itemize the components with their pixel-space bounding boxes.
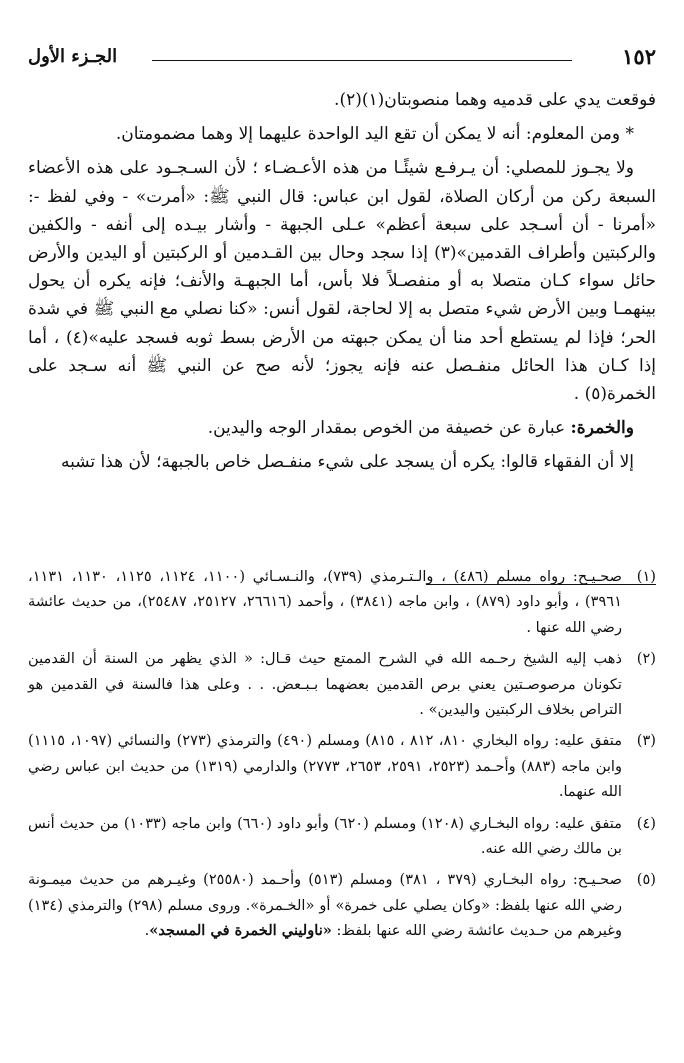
- footnote-text: صحـيـح: رواه مسلم (٤٨٦) ، والـتـرمذي (٧٣٩)، والنـسـائي (١١٠٠، ١١٢٤، ١١٢٥، ١١٣٠، ١١٣١، ٣٩٦١) ، وأبو داود (٨٧٩) ، وابن ماجه (٣٨٤١) ، وأحمد (٢٦٦١٦، ٢٥١٢٧، ٢٥٤٨٧)، من حديث عائشة رضي الله عنها .: [28, 568, 623, 636]
- footnote-text: متفق عليه: رواه البخاري ٨١٠، ٨١٢ ، ٨١٥) ومسلم (٤٩٠) والترمذي (٢٧٣) والنسائي (١٠٩٧، ١١١٥) وابن ماجه (٨٨٣) وأحـمد (٢٥٢٣، ٢٥٩١، ٢٦٥٣، ٢٧٧٣) والدارمي (١٣١٩) من حديث ابن عباس رضي الله عنهما.: [28, 732, 623, 801]
- page-header: [28, 44, 656, 72]
- paragraph: ولا يجـوز للمصلي: أن يـرفـع شيئًـا من هذه الأعـضـاء ؛ لأن السـجـود على هذه الأعضاء السبعة ركن من أركان الصلاة، لقول ابن عباس: قال النبي ﷺ: «أمرت» - وفي لفظ -: «أمرنا - أن أسـجد على سبعة أعظم» عـلى الجبهة - وأشار بيـده إلى أنفه - والكفين والركبتين وأطراف القدمين»(٣) إذا سجد وحال بين القـدمين أو الركبتين أو اليدين والأرض حائل سواء كـان متصلا به أو منفصـلاً فلا بأس، أما الجبهـة والأنف؛ فإنه يكره أن يحول بينهمـا وبين الأرض شيء متصل به إلا لحاجة، لقول أنس: «كنا نصلي مع النبي ﷺ في شدة الحر؛ فإذا لم يستطع أحد منا أن يمكن جبهته من الأرض بسط ثوبه فسجد عليه»(٤) ، أما إذا كـان هذا الحائل منفـصل عنه فإنه يجوز؛ لأنه صح عن النبي ﷺ أنه سـجد على الخمرة(٥) .: [28, 158, 656, 405]
- header-rule: [152, 60, 572, 61]
- footnote-number: (٣): [636, 732, 656, 750]
- footnote-text-part: .: [144, 922, 150, 940]
- footnote-number: (٥): [636, 871, 656, 889]
- footnote: [28, 564, 656, 640]
- paragraph: فوقعت يدي على قدميه وهما منصوبتان(١)(٢).: [334, 90, 656, 110]
- part-title: الجـزء الأول: [28, 46, 118, 67]
- footnote: [28, 728, 656, 804]
- footnote-number: (١): [636, 568, 656, 585]
- footnote: [28, 867, 656, 943]
- main-text: [28, 86, 656, 483]
- definition-text: عبارة عن خصيفة من الخوص بمقدار الوجه واليدين.: [207, 418, 571, 439]
- footnote-text-part: صحـيـح: رواه البخـاري (٣٧٩ ، ٣٨١) ومسلم (٥١٣) وأحـمد (٢٥٥٨٠) وغيـرهم من حديث ميمـونة رضي الله عنها بلفظ: «وكان يصلي على خمرة» أو «الخـمرة». وروى مسلم (٢٩٨) والترمذي (١٣٤) وغيرهم من حـديث عائشة رضي الله عنها بلفظ:: [28, 871, 622, 940]
- footnote-quote-bold: «ناوليني الخمرة في المسجد»: [149, 922, 332, 940]
- page-number: ١٥٢: [622, 44, 656, 69]
- paragraph: * ومن المعلوم: أنه لا يمكن أن تقع اليد الواحدة عليهما إلا وهما مضمومتان.: [115, 124, 634, 145]
- paragraph: إلا أن الفقهاء قالوا: يكره أن يسجد على شيء منفـصل خاص بالجبهة؛ لأن هذا تشبه: [60, 452, 634, 473]
- footnote-text: متفق عليه: رواه البخـاري (١٢٠٨) ومسلم (٦٢٠) وأبو داود (٦٦٠) وابن ماجه (١٠٣٣) من حديث أنس بن مالك رضي الله عنه.: [28, 814, 622, 858]
- footnote-text: [28, 867, 622, 943]
- footnote-text: ذهب إليه الشيخ رحـمه الله في الشرح الممتع حيث قـال: « الذي يظهر من السنة أن القدمين تكونان مرصوصـتين يعني برص القدمين بعضهما بـبـعض. . . وعلى هذا فالسنة في القدمين هو التراص بخلاف الركبتين واليدين» .: [28, 650, 622, 719]
- footnote-number: (٢): [636, 650, 656, 668]
- footnote-number: (٤): [636, 814, 656, 832]
- definition-paragraph: [28, 414, 656, 442]
- definition-term: والخمرة:: [570, 418, 634, 439]
- footnotes: [28, 564, 656, 950]
- footnote: [28, 811, 656, 862]
- footnote: [28, 646, 656, 722]
